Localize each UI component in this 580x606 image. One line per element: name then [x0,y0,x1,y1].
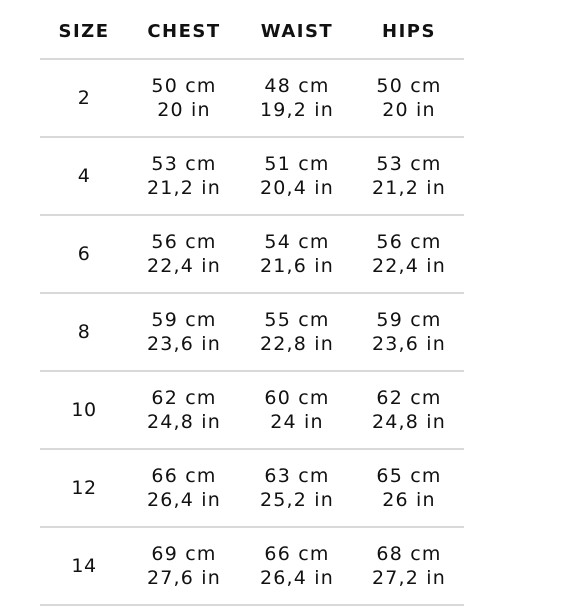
hips-cm-value: 62 cm [376,387,442,409]
size-value: 4 [77,165,91,187]
chest-measurement [128,308,240,356]
chest-cm-value: 66 cm [151,465,217,487]
chest-measurement [128,464,240,512]
chest-measurement [128,152,240,200]
table-body [40,60,464,606]
waist-measurement [240,230,354,278]
hips-measurement [354,464,464,512]
header-hips: HIPS [382,20,436,42]
waist-cm-value: 51 cm [264,153,330,175]
waist-in-value: 24 in [270,411,324,433]
waist-in-value: 26,4 in [259,567,335,589]
table-row [40,60,464,138]
table-row [40,216,464,294]
waist-in-value: 19,2 in [259,99,335,121]
hips-in-value: 22,4 in [371,255,447,277]
chest-in-value: 27,6 in [146,567,222,589]
waist-cm-value: 60 cm [264,387,330,409]
hips-cm-value: 50 cm [376,75,442,97]
waist-cm-value: 48 cm [264,75,330,97]
size-value: 8 [77,321,91,343]
waist-measurement [240,308,354,356]
waist-measurement [240,464,354,512]
chest-cm-value: 50 cm [151,75,217,97]
waist-in-value: 25,2 in [259,489,335,511]
waist-measurement [240,74,354,122]
hips-measurement [354,230,464,278]
table-row [40,372,464,450]
chest-in-value: 24,8 in [146,411,222,433]
hips-cm-value: 56 cm [376,231,442,253]
waist-cm-value: 66 cm [264,543,330,565]
hips-in-value: 21,2 in [371,177,447,199]
chest-in-value: 22,4 in [146,255,222,277]
waist-measurement [240,542,354,590]
waist-in-value: 21,6 in [259,255,335,277]
size-value: 6 [77,243,91,265]
waist-cm-value: 54 cm [264,231,330,253]
table-header-row [40,0,464,60]
chest-cm-value: 59 cm [151,309,217,331]
hips-in-value: 24,8 in [371,411,447,433]
waist-cm-value: 55 cm [264,309,330,331]
size-value: 14 [71,555,97,577]
hips-measurement [354,308,464,356]
chest-measurement [128,542,240,590]
chest-in-value: 20 in [157,99,211,121]
hips-measurement [354,74,464,122]
hips-cm-value: 59 cm [376,309,442,331]
chest-cm-value: 69 cm [151,543,217,565]
hips-in-value: 26 in [382,489,436,511]
hips-cm-value: 65 cm [376,465,442,487]
waist-measurement [240,152,354,200]
chest-in-value: 23,6 in [146,333,222,355]
chest-cm-value: 53 cm [151,153,217,175]
waist-measurement [240,386,354,434]
chest-cm-value: 56 cm [151,231,217,253]
chest-measurement [128,386,240,434]
hips-in-value: 23,6 in [371,333,447,355]
hips-cm-value: 68 cm [376,543,442,565]
chest-cm-value: 62 cm [151,387,217,409]
chest-measurement [128,230,240,278]
hips-cm-value: 53 cm [376,153,442,175]
table-row [40,294,464,372]
header-waist: WAIST [260,20,334,42]
waist-cm-value: 63 cm [264,465,330,487]
header-chest: CHEST [147,20,221,42]
table-row [40,450,464,528]
table-row [40,138,464,216]
hips-measurement [354,152,464,200]
chest-measurement [128,74,240,122]
hips-measurement [354,542,464,590]
size-value: 2 [77,87,91,109]
size-value: 12 [71,477,97,499]
size-chart-table [40,0,464,606]
size-value: 10 [71,399,97,421]
chest-in-value: 21,2 in [146,177,222,199]
hips-in-value: 27,2 in [371,567,447,589]
header-size: SIZE [58,20,110,42]
chest-in-value: 26,4 in [146,489,222,511]
table-row [40,528,464,606]
hips-in-value: 20 in [382,99,436,121]
waist-in-value: 20,4 in [259,177,335,199]
hips-measurement [354,386,464,434]
waist-in-value: 22,8 in [259,333,335,355]
